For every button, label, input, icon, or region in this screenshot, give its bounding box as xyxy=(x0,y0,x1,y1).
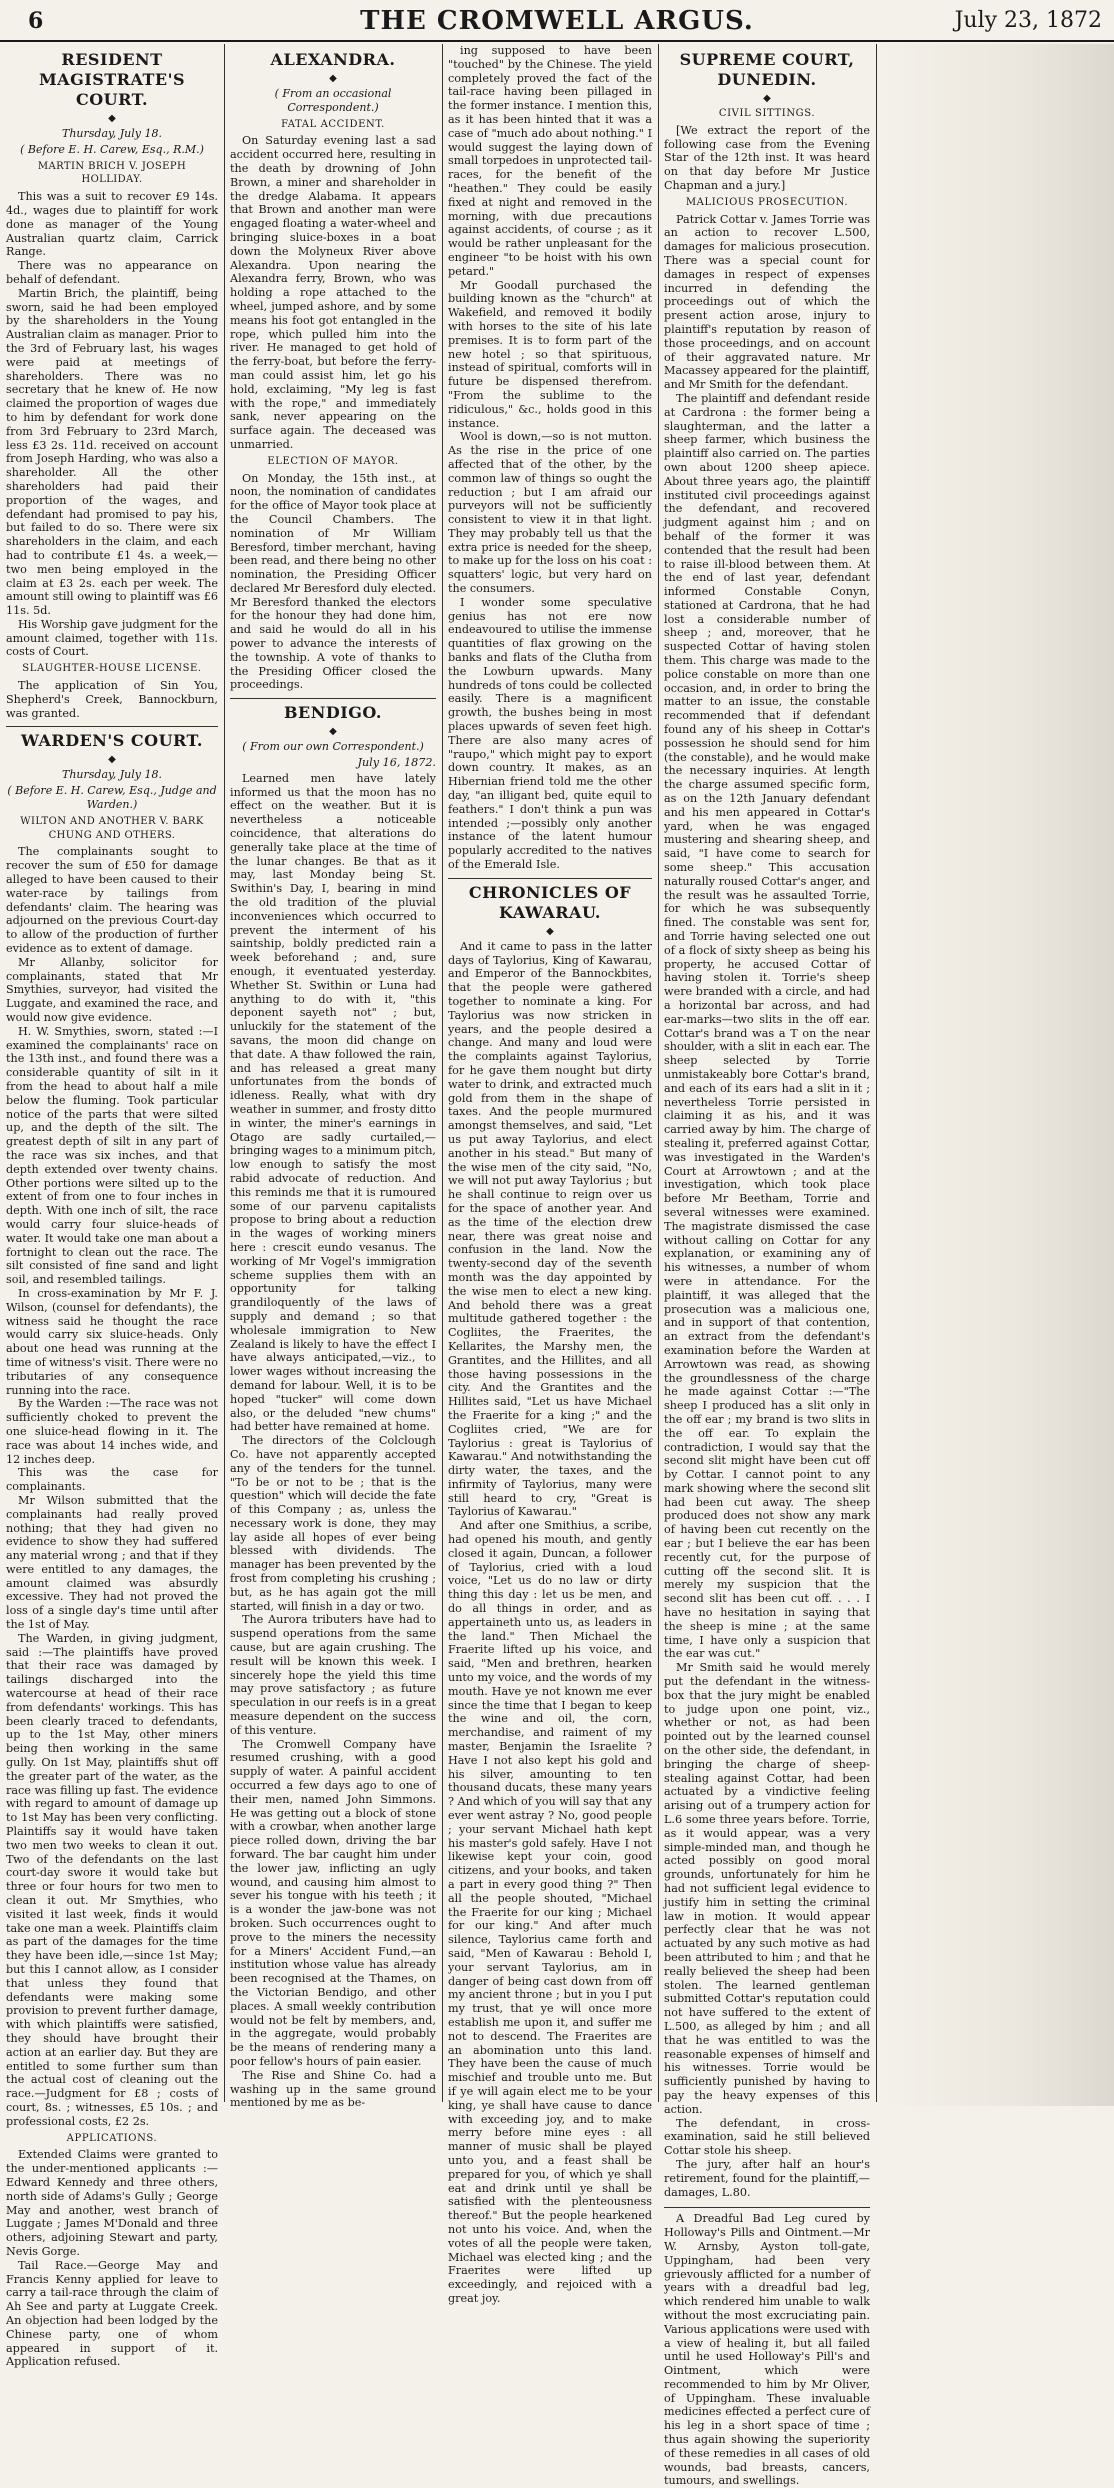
paragraph: There was no appearance on behalf of defendant. xyxy=(6,259,218,286)
paragraph: The application of Sin You, Shepherd's Creek, Bannockburn, was granted. xyxy=(6,679,218,720)
ornament-divider: ◆ xyxy=(108,113,116,124)
paragraph: Patrick Cottar v. James Torrie was an action to recover L.500, damages for malicious prosecution. There was a special count for damages in respect of expenses incurred in defending the proceedings out of which the present action arose, injury to plaintiff's reputation by reason of those proceedings, and on account of their aggravated nature. Mr Macassey appeared for the plaintiff, and Mr Smith for the defendant. xyxy=(664,212,870,392)
case-title: MARTIN BRICH V. JOSEPH HOLLIDAY. xyxy=(37,160,187,186)
paragraph: In cross-examination by Mr F. J. Wilson, (counsel for defendants), the witness said he thought the race would carry six sluice-heads. Only about one head was running at the time of witness's visit. There were no tributaries of any consequence running into the race. xyxy=(6,1286,218,1397)
section-before: ( Before E. H. Carew, Esq., R.M.) xyxy=(20,142,204,156)
section-heading-bendigo: BENDIGO. xyxy=(230,698,436,725)
column-1 xyxy=(6,44,218,2369)
paragraph: Wool is down,—so is not mutton. As the rise in the price of one affected that of the other, by the common law of things so ought the reduction ; but I am afraid our purveyors will not be sufficiently consistent to view it in that light. They may probably tell us that the extra price is needed for the sheep, to make up for the loss on his coat : squatters' logic, but very hard on the consumers. xyxy=(448,430,652,596)
section-heading-rm-court: RESIDENT MAGISTRATE'S COURT. xyxy=(38,50,186,109)
paragraph: [We extract the report of the following case from the Evening Star of the 12th inst. It was heard on that day before Mr Justice Chapman and a jury.] xyxy=(664,123,870,192)
ornament-divider: ◆ xyxy=(329,726,337,738)
column-2 xyxy=(230,44,436,2110)
subheading-licence: SLAUGHTER-HOUSE LICENSE. xyxy=(22,663,202,675)
section-date: Thursday, July 18. xyxy=(62,127,162,140)
paragraph: H. W. Smythies, sworn, stated :—I examined the complainants' race on the 13th inst., and found there was a considerable quantity of silt in it from the head to about half a mile below the fluming. Took particular notice of the parts that were silted up, and the depth of the silt. The greatest depth of silt in any part of the race was six inches, and that depth extended over twenty chains. Other portions were silted up to the extent of from one to four inches in depth. With one inch of silt, the race would carry four sluice-heads of water. It would take one man about a fortnight to clean out the race. The silt consisted of fine sand and light soil, and resembled tailings. xyxy=(6,1024,218,1287)
column-3 xyxy=(448,44,652,2305)
paragraph: His Worship gave judgment for the amount claimed, together with 11s. costs of Court. xyxy=(6,617,218,659)
paragraph: ing supposed to have been "touched" by the Chinese. The yield completely proved the fact of the tail-race having been pillaged in the former instance. I mention this, as it has been hinted that it was a case of "much ado about nothing." I would suggest the laying down of small torpedoes in unprotected tail-races, for the benefit of the "heathen." They could be easily fixed at night and removed in the morning, with due precautions against accidents, of course ; as it would be rather unpleasant for the engineer "to be hoist with his own petard." xyxy=(448,44,652,278)
ornament-divider: ◆ xyxy=(329,73,337,84)
subheading-election: ELECTION OF MAYOR. xyxy=(267,455,399,467)
paragraph: And it came to pass in the latter days of Taylorius, King of Kawarau, and Emperor of the Bannockbites, that the people were gathered together to nominate a king. For Taylorius was now stricken in years, and the people desired a change. And many and loud were the complaints against Taylorius, for he gave them nought but dirty water to drink, and extracted much gold from them in the shape of taxes. And the people murmured amongst themselves, and said, "Let us put away Taylorius, and elect another in his stead." But many of the wise men of the city said, "No, we will not put away Taylorius ; but he shall continue to reign over us for the space of another year. And as the time of the election drew near, there was great noise and confusion in the land. Now the twenty-second day of the seventh month was the day appointed by the wise men to elect a new king. And behold there was a great multitude gathered together : the Cogliites, the Fraerites, the Kellarites, the Marshy men, the Grantites, and the Hillites, and all those having possessions in the city. And the Grantites and the Hillites said, "Let us have Michael the Fraerite for a king ;" and the Cogliites cried, "We are for Taylorius : great is Taylorius of Kawarau." And notwithstanding the dirty water, the taxes, and the infirmity of Taylorius, many were still heard to cry, "Great is Taylorius of Kawarau." xyxy=(448,939,652,1519)
page-number: 6 xyxy=(28,8,44,34)
subheading-malicious-prosecution: MALICIOUS PROSECUTION. xyxy=(685,196,849,208)
case-title: WILTON AND ANOTHER V. BARK CHUNG AND OTHERS. xyxy=(20,815,204,841)
paragraph: By the Warden :—The race was not sufficiently choked to prevent the one sluice-head flowing in it. The race was about 14 inches wide, and 12 inches deep. xyxy=(6,1397,218,1466)
paragraph: On Saturday evening last a sad accident occurred here, resulting in the death by drowning of John Brown, a miner and shareholder in the dredge Alabama. It appears that Brown and another man were engaged floating a water-wheel and bringing sluice-boxes in a boat down the Molyneux River above Alexandra. Upon nearing the Alexandra ferry, Brown, who was holding a rope attached to the wheel, jumped ashore, and by some means his foot got entangled in the rope, which pulled him into the river. He managed to get hold of the ferry-boat, but before the ferry-man could assist him, let go his hold, exclaiming, "My leg is fast with the rope," and immediately sank, never appearing on the surface again. The deceased was unmarried. xyxy=(230,134,436,451)
paragraph: Tail Race.—George May and Francis Kenny applied for leave to carry a tail-race through the claim of Ah See and party at Luggate Creek. An objection had been lodged by the Chinese party, one of whom appeared in support of it. Application refused. xyxy=(6,2258,218,2369)
paragraph: Learned men have lately informed us that the moon has no effect on the weather. But it is nevertheless a noticeable coincidence, that alterations do generally take place at the time of the lunar changes. Be that as it may, last Monday being St. Swithin's Day, I, bearing in mind the old tradition of the pluvial inconveniences which occurred to prevent the interment of his saintship, boldly predicted rain a week beforehand ; and, sure enough, it eventuated yesterday. Whether St. Swithin or Luna had anything to do with it, "this deponent sayeth not" ; but, unluckily for the statement of the savans, the moon did change on that date. A thaw followed the rain, and has released a great many unfortunates from the bonds of idleness. Really, what with dry weather in summer, and frosty ditto in winter, the miner's earnings in Otago are sadly curtailed,—bringing wages to a minimum pitch, low enough to satisfy the most rabid advocate of reduction. And this reminds me that it is rumoured some of our parvenu capitalists propose to bring about a reduction in the wages of working miners here : crescit eundo vesanus. The working of Mr Vogel's immigration scheme supplies them with an opportunity for talking grandiloquently of the laws of supply and demand ; so that wholesale immigration to New Zealand is likely to have the effect I have always anticipated,—viz., to lower wages without increasing the demand for labour. Well, it is to be hoped "tucker" will come down also, or the deluded "new chums" had better have remained at home. xyxy=(230,771,436,1434)
column-rule xyxy=(224,44,225,2102)
paragraph: This was a suit to recover £9 14s. 4d., wages due to plaintiff for work done as manager of the Young Australian quartz claim, Carrick Range. xyxy=(6,190,218,259)
paragraph: Mr Allanby, solicitor for complainants, stated that Mr Smythies, surveyor, had visited the Luggate, and examined the race, and would now give evidence. xyxy=(6,955,218,1025)
paragraph: Extended Claims were granted to the under-mentioned applicants :—Edward Kennedy and three others, north side of Adams's Gully ; George May and another, west branch of Luggate ; James M'Donald and three others, adjoining Stewart and party, Nevis Gorge. xyxy=(6,2148,218,2258)
page-fold-margin xyxy=(882,44,1114,2106)
column-rule xyxy=(442,44,443,2102)
paragraph: The directors of the Colclough Co. have not apparently accepted any of the tenders for the tunnel. "To be or not to be ; that is the question" which will decide the fate of this Company ; as, unless the necessary work is done, they may lay aside all hopes of ever being blessed with dividends. The manager has been prevented by the frost from completing his crushing ; but, as he has again got the mill started, will finish in a day or two. xyxy=(230,1434,436,1613)
section-heading-warden-court: WARDEN'S COURT. xyxy=(6,726,218,753)
paragraph: The jury, after half an hour's retirement, found for the plaintiff,—damages, L.80. xyxy=(664,2157,870,2199)
paragraph: This was the case for complainants. xyxy=(6,1466,218,1494)
ornament-divider: ◆ xyxy=(763,93,771,104)
paragraph: Mr Smith said he would merely put the defendant in the witness-box that the jury might be enabled to judge upon one point, viz., whether or not, as had been pointed out by the learned counsel on the other side, the defendant, in bringing the charge of sheep-stealing against Cottar, had been actuated by a vindictive feeling arising out of a trumpery action for L.6 some three years before. Torrie, as it would appear, was a very simple-minded man, and though he acted possibly on good moral grounds, unfortunately for him he had not sufficient legal evidence to justify him in setting the criminal law in motion. It would appear perfectly clear that he was not actuated by any such motive as had been attributed to him ; and that he really believed the sheep had been stolen. The learned gentleman submitted Cottar's reputation could not have suffered to the extent of L.500, as alleged by him ; and all that he was entitled to was the reasonable expenses of himself and his witnesses. Torrie would be sufficiently punished by having to pay the heavy expenses of this action. xyxy=(664,1661,870,2116)
dateline: July 16, 1872. xyxy=(357,756,436,770)
section-heading-supreme-court: SUPREME COURT, DUNEDIN. xyxy=(679,50,855,89)
issue-date: July 23, 1872 xyxy=(954,8,1102,33)
newspaper-title: THE CROMWELL ARGUS. xyxy=(360,6,754,36)
subheading-civil-sittings: CIVIL SITTINGS. xyxy=(718,108,816,119)
paragraph: The complainants sought to recover the sum of £50 for damage alleged to have been caused to their water-race by tailings from defendants' claim. The hearing was adjourned on the previous Court-day to allow of the production of further evidence as to extent of damage. xyxy=(6,845,218,956)
paragraph: Mr Wilson submitted that the complainants had really proved nothing; that they had given no evidence to show they had suffered any material wrong ; and that if they were entitled to any damages, the amount claimed was absurdly excessive. They had not proved the loss of a single day's time until after the 1st of May. xyxy=(6,1493,218,1632)
subheading-applications: APPLICATIONS. xyxy=(66,2132,158,2144)
paragraph: And after one Smithius, a scribe, had opened his mouth, and gently closed it again, Duncan, a follower of Taylorius, cried with a loud voice, "Let us do no law or dirty thing this day : let us be men, and do all things in order, and as appertaineth unto us, as leaders in the land." Then Michael the Fraerite lifted up his voice, and said, "Men and brethren, hearken unto my voice, and the words of my mouth. Have ye not known me ever since the time that I began to keep the wine and oil, the corn, merchandise, and raiment of my master, Benjamin the Israelite ? Have I not also kept his gold and his silver, amounting to ten thousand ducats, these many years ? And which of you will say that any ever went astray ? No, good people ; your servant Michael hath kept his master's gold safely. Have I not likewise kept your coin, good citizens, and your books, and taken a part in every good thing ?" Then all the people shouted, "Michael the Fraerite for our king ; Michael for our king." And after much silence, Taylorius came forth and said, "Men of Kawarau : Behold I, your servant Taylorius, am in danger of being cast down from off my ancient throne ; but in you I put my trust, that ye will once more establish me upon it, and suffer me not to descend. The Fraerites are an abomination unto this land. They have been the cause of much mischief and trouble unto me. But if ye will again elect me to be your king, ye shall have cause to dance with exceeding joy, and to make merry before mine eyes : all manner of music shall be played unto you, and a feast shall be prepared for you, of which ye shall eat and drink until ye shall be satisfied with the plenteousness thereof." But the people hearkened not unto his voice. And, when the votes of all the people were taken, Michael was elected king ; and the Fraerites were lifted up exceedingly, and rejoiced with a great joy. xyxy=(448,1519,652,2305)
paragraph: The Rise and Shine Co. had a washing up in the same ground mentioned by me as be- xyxy=(230,2068,436,2110)
advertisement-holloway xyxy=(664,2207,870,2488)
paragraph: On Monday, the 15th inst., at noon, the nomination of candidates for the office of Mayor took place at the Council Chambers. The nomination of Mr William Beresford, timber merchant, having been read, and there being no other nomination, the Presiding Officer declared Mr Beresford duly elected. Mr Beresford thanked the electors for the honour they had done him, and said he would do all in his power to advance the interests of the township. A vote of thanks to the Presiding Officer closed the proceedings. xyxy=(230,471,436,692)
advertisement-text: A Dreadful Bad Leg cured by Holloway's Pills and Ointment.—Mr W. Arnsby, Ayston toll-gate, Uppingham, had been very grievously afflicted for a number of years with a dreadful bad leg, which rendered him unable to walk without the most excruciating pain. Various applications were used with a view of healing it, but all failed until he used Holloway's Pill's and Ointment, which were recommended to him by Mr Oliver, of Uppingham. These invaluable medicines effected a perfect cure of his leg in a short space of time ; thus again showing the superiority of these remedies in all cases of old wounds, bad breasts, cancers, tumours, and swellings. xyxy=(664,2212,870,2488)
paragraph: I wonder some speculative genius has not ere now endeavoured to utilise the immense quantities of flax growing on the banks and flats of the Clutha from the Lowburn upwards. Many hundreds of tons could be collected easily. There is a magnificent growth, the bushes being in most places upwards of seven feet high. There are also many acres of "raupo," which might pay to export down country. It makes, as an Hibernian friend told me the other day, "an illigant bed, quite equil to feathers." I don't think a pun was intended ;—possibly only another instance of the latent humour popularly accredited to the natives of the Emerald Isle. xyxy=(448,595,652,872)
paragraph: The Cromwell Company have resumed crushing, with a good supply of water. A painful accident occurred a few days ago to one of their men, named John Simmons. He was getting out a block of stone with a crowbar, when another large piece rolled down, driving the bar forward. The bar caught him under the lower jaw, inflicting an ugly wound, and causing him almost to sever his tongue with his teeth ; it is a wonder the jaw-bone was not broken. Such occurrences ought to prove to the miners the necessity for a Miners' Accident Fund,—an institution whose value has already been recognised at the Thames, on the Victorian Bendigo, and other places. A small weekly contribution would not be felt by members, and, in the aggregate, would probably be the means of rendering many a poor fellow's hours of pain easier. xyxy=(230,1737,436,2068)
correspondent-note: ( From our own Correspondent.) xyxy=(242,740,424,754)
column-rule xyxy=(658,44,659,2102)
subheading-fatal-accident: FATAL ACCIDENT. xyxy=(281,118,385,130)
column-rule xyxy=(876,44,877,2102)
correspondent-note: ( From an occasional Correspondent.) xyxy=(274,87,392,114)
section-date: Thursday, July 18. xyxy=(62,768,162,782)
column-4 xyxy=(664,44,870,2488)
paragraph: The plaintiff and defendant reside at Cardrona : the former being a slaughterman, and the latter a sheep farmer, which business the plaintiff also carried on. The parties own about 1200 sheep apiece. About three years ago, the plaintiff instituted civil proceedings against the defendant, and recovered judgment against him ; and on behalf of the former it was contended that the result had been to raise ill-blood between them. At the end of last year, defendant informed Constable Conyn, stationed at Cardrona, that he had lost a considerable number of sheep ; and, moreover, that he suspected Cottar of having stolen them. This charge was made to the police constable on more than one occasion, and, in order to bring the matter to an issue, the constable recommended that if defendant found any of his sheep in Cottar's possession he should send for him (the constable), and he would make the necessary inquiries. At length the charge assumed specific form, as on the 12th January defendant and his men appeared in Cottar's yard, when he was engaged mustering and shearing sheep, and said, "I have come to search for some sheep." This accusation naturally roused Cottar's anger, and the result was he assaulted Torrie, for which he was subsequently fined. The constable was sent for, and Torrie having selected one out of a flock of sixty sheep as being his property, he accused Cottar of having stolen it. Torrie's sheep were branded with a circle, and had a horizontal bar across, and had ear-marks—two slits in the off ear. Cottar's brand was a T on the near shoulder, with a slit in each ear. The sheep selected by Torrie unmistakeably bore Cottar's brand, and each of its ears had a slit in it ; nevertheless Torrie persisted in claiming it as his, and it was carried away by him. The charge of stealing it, preferred against Cottar, was investigated in the Warden's Court at Arrowtown ; and at the investigation, which took place before Mr Beetham, Torrie and several witnesses were examined. The magistrate dismissed the case without calling on Cottar for any explanation, or examining any of his witnesses, a number of whom were in attendance. For the plaintiff, it was alleged that the prosecution was a malicious one, and in support of that contention, an extract from the defendant's examination before the Warden at Arrowtown was read, as showing the groundlessness of the charge he made against Cottar :—"The sheep I produced has a slit only in the off ear ; my brand is two slits in the off ear. To explain the contradiction, I would say that the second slit might have been cut off by Cottar. I cannot point to any mark showing where the second slit had been cut away. The sheep produced does not show any mark of having been cut recently on the ear ; but I believe the ear has been recently cut, for the purpose of cutting off the second slit. It is merely my suspicion that the second slit has been cut off. . . . I have no hesitation in saying that the sheep is mine ; at the same time, I have only a suspicion that the ear was cut." xyxy=(664,391,870,1661)
paragraph: Mr Goodall purchased the building known as the "church" at Wakefield, and removed it bodily with horses to the site of his late premises. It is to form part of the new hotel ; so that spirituous, instead of spiritual, comforts will in future be dispensed therefrom. "From the sublime to the ridiculous," &c., holds good in this instance. xyxy=(448,278,652,430)
paragraph: The Warden, in giving judgment, said :—The plaintiffs have proved that their race was damaged by tailings discharged into the watercourse at head of their race from defendants' workings. This has been clearly traced to defendants, up to the 1st May, other miners being then working in the same gully. On 1st May, plaintiffs shut off the greater part of the water, as the race was filling up fast. The evidence with regard to amount of damage up to 1st May has been very conflicting. Plaintiffs say it would have taken two men two weeks to clean it out. Two of the defendants on the last court-day swore it would take but three or four hours for two men to clean it out. Mr Smythies, who visited it last week, finds it would take one man a week. Plaintiffs claim as part of the damages for the time they have been idle,—since 1st May; but this I cannot allow, as I consider that unless they found that defendants were making some provision to prevent further damage, with which plaintiffs were satisfied, they should have brought their action at an earlier day. But they are entitled to some further sum than the actual cost of cleaning out the race.—Judgment for £8 ; costs of court, 8s. ; witnesses, £5 10s. ; and professional costs, £2 2s. xyxy=(6,1631,218,2128)
paragraph: The defendant, in cross-examination, said he still believed Cottar stole his sheep. xyxy=(664,2116,870,2158)
paragraph: The Aurora tributers have had to suspend operations from the same cause, but are again crushing. The result will be known this week. I sincerely hope the yield this time may prove satisfactory ; as future speculation in our reefs is in a great measure dependent on the success of this venture. xyxy=(230,1613,436,1737)
paragraph: Martin Brich, the plaintiff, being sworn, said he had been employed by the shareholders in the Young Australian claim as manager. Prior to the 3rd of February last, his wages were paid at meetings of shareholders. There was no secretary that he knew of. He now claimed the proportion of wages due to him by defendant for work done from 3rd February to 23rd March, less £3 2s. 11d. received on account from Joseph Harding, who was also a shareholder. All the other shareholders had paid their proportion of the wages, and defendant had promised to pay his, but failed to do so. There were six shareholders in the claim, and each had to contribute £1 4s. a week,—two men being employed in the claim at £3 2s. each per week. The amount still owing to plaintiff was £6 11s. 5d. xyxy=(6,286,218,618)
ornament-divider: ◆ xyxy=(108,754,116,766)
section-before: ( Before E. H. Carew, Esq., Judge and Warden.) xyxy=(7,784,217,812)
masthead xyxy=(0,0,1114,42)
section-heading-alexandra: ALEXANDRA. xyxy=(270,50,396,69)
section-heading-kawarau: CHRONICLES OF KAWARAU. xyxy=(448,878,652,925)
ornament-divider: ◆ xyxy=(546,925,554,937)
